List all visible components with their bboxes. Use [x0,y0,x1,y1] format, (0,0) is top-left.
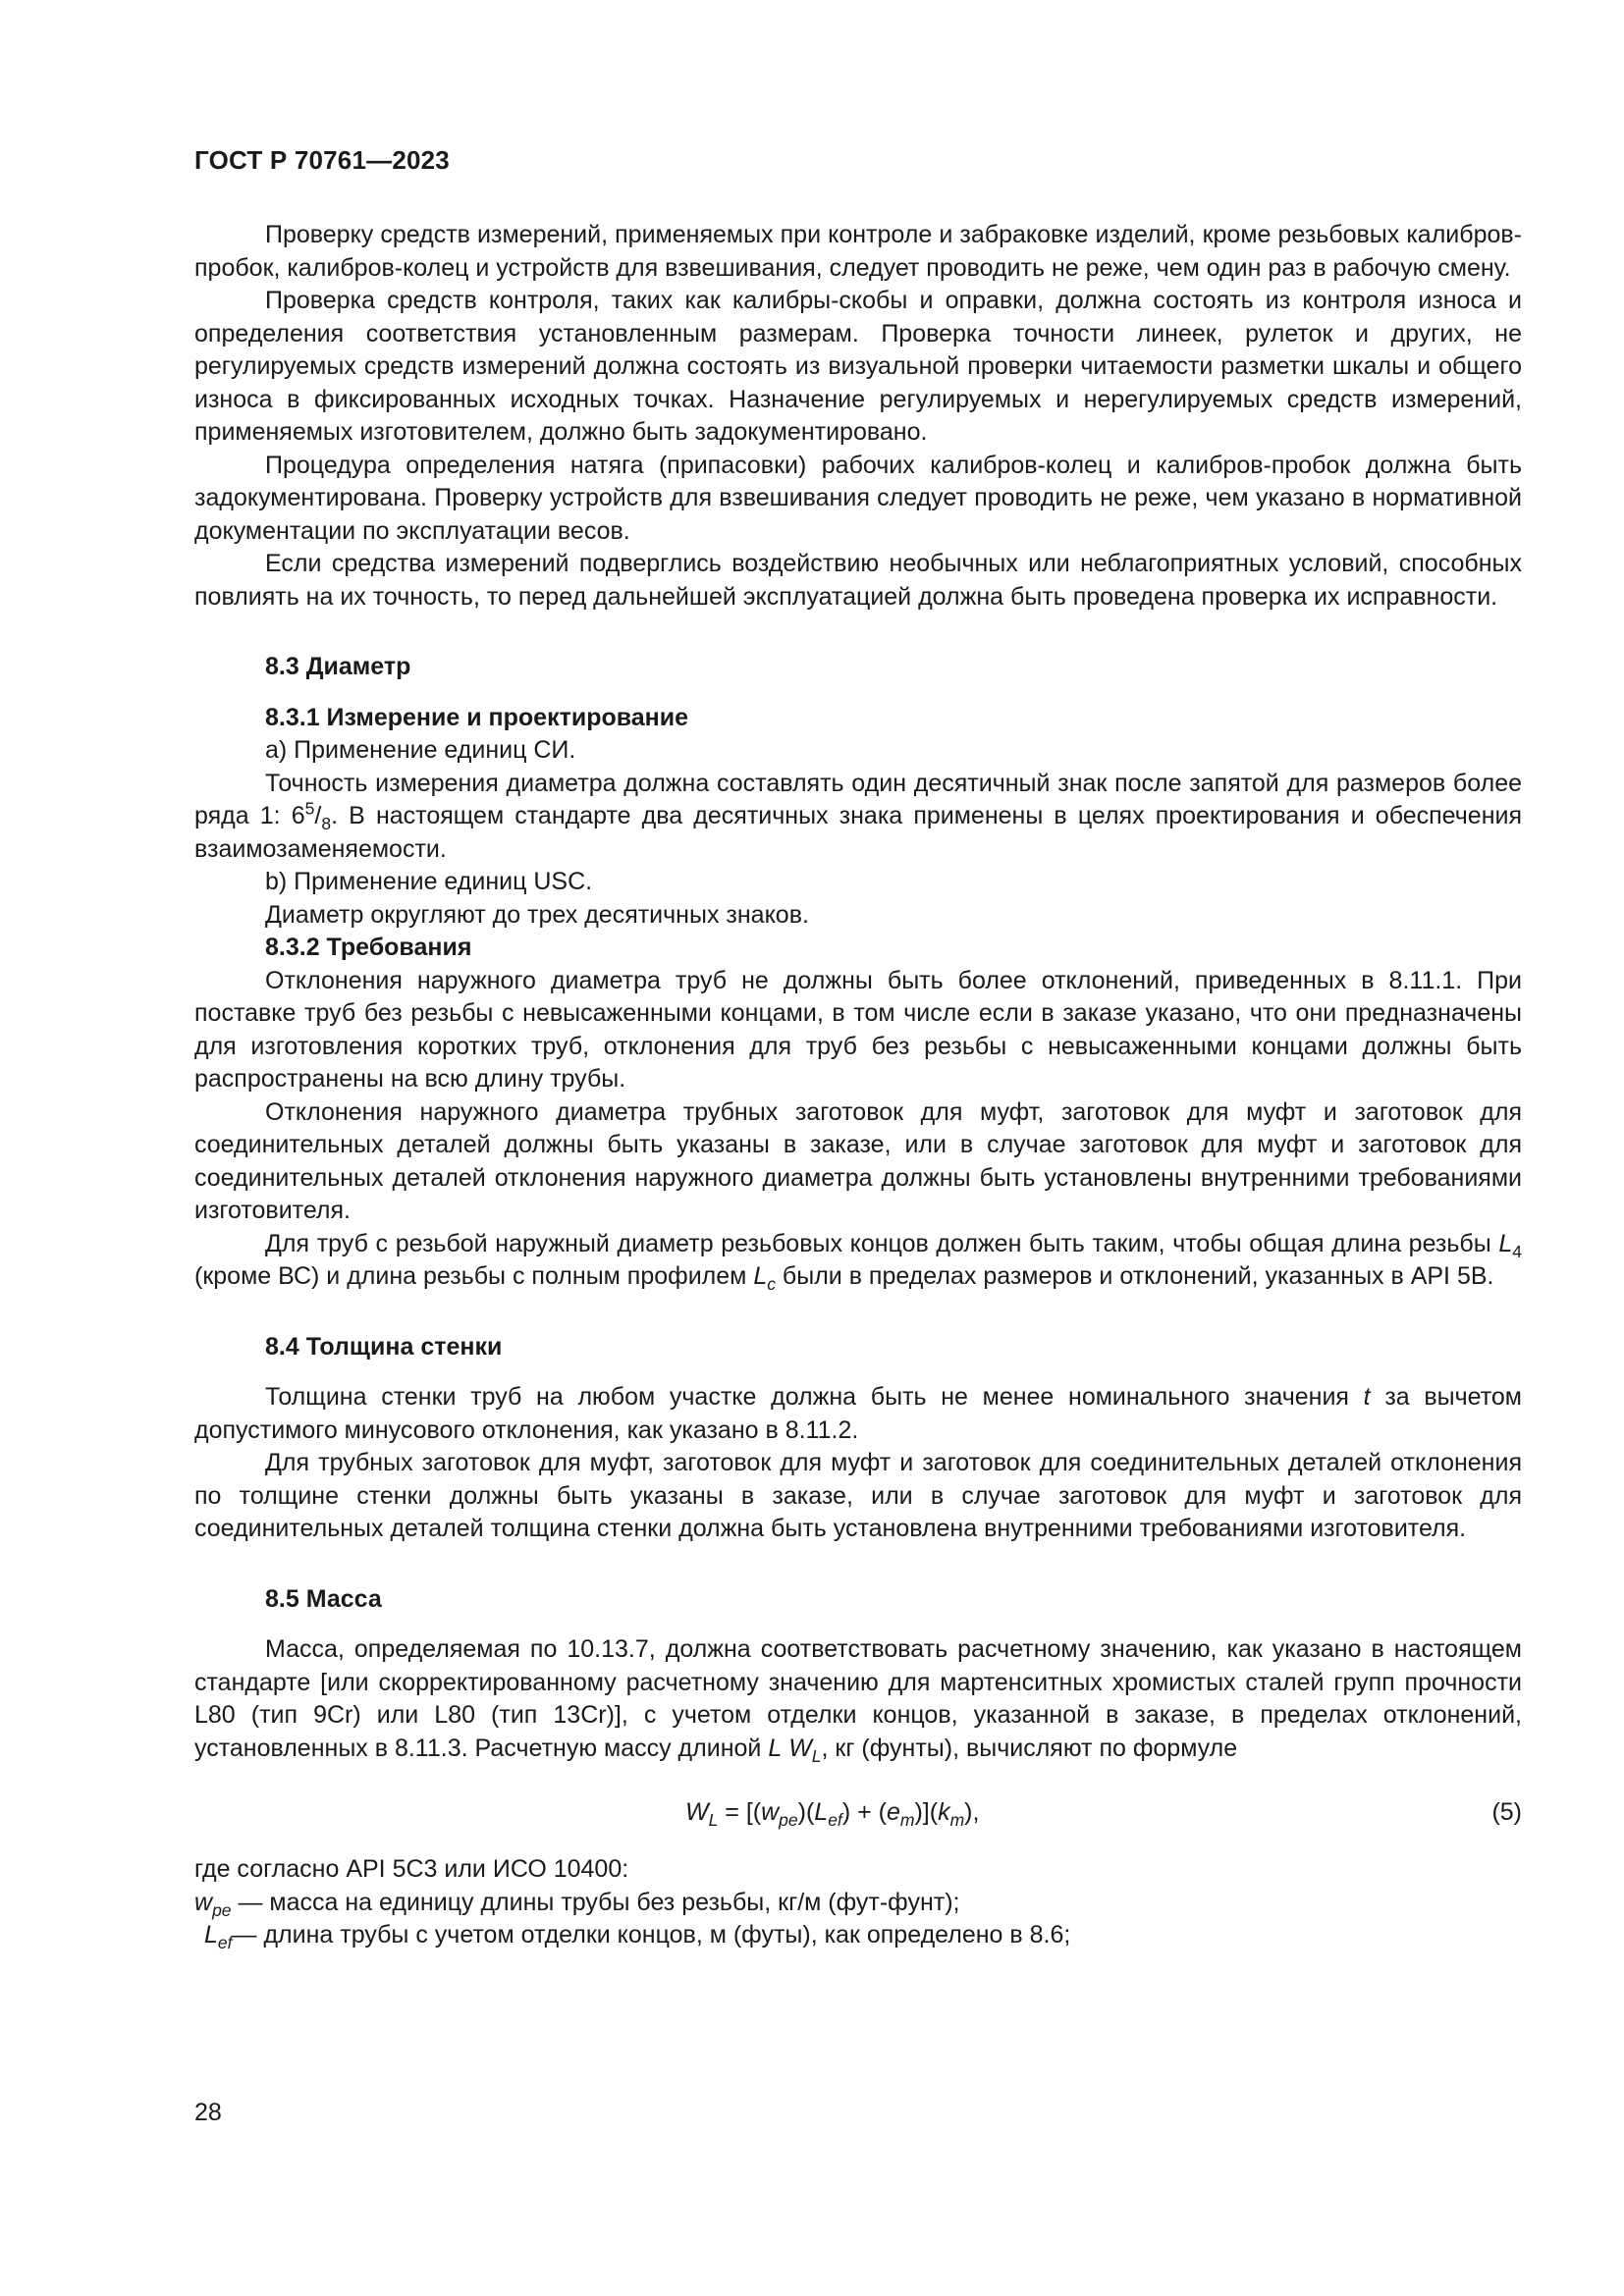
document-page [194,145,1522,1952]
paragraph: Процедура определения натяга (припасовки) рабочих калибров-колец и калибров-пробок должна быть задокументирована. Проверку устройств для взвешивания следует проводить не реже, чем указано в нормативной документации по эксплуатации весов. [194,451,1522,545]
list-item-a: a) Применение единиц СИ. [265,736,576,764]
document-code: ГОСТ Р 70761—2023 [194,145,450,175]
page-number: 28 [194,2099,222,2126]
paragraph: Если средства измерений подверглись воздействию необычных или неблагоприятных условий, способных повлиять на их точность, то перед дальнейшей эксплуатацией должна быть проведена проверка их исправности. [194,550,1522,611]
paragraph: Отклонения наружного диаметра труб не должны быть более отклонений, приведенных в 8.11.1. При поставке труб без резьбы с невысаженными концами, в том числе если в заказе указано, что они предназначены для изготовления коротких труб, отклонения для труб без резьбы с невысаженными концами должны быть распространены на всю длину трубы. [194,966,1522,1093]
subsection-heading-8-3-1: 8.3.1 Измерение и проектирование [265,703,689,731]
paragraph: Для труб с резьбой наружный диаметр резьбовых концов должен быть таким, чтобы общая длина резьбы $L_4$ (кроме ВС) и длина резьбы с полным профилем $L_c$ были в пределах размеров и отклонений, указанных в API 5B. [194,1229,1522,1295]
section-heading-8-5: 8.5 Масса [265,1584,382,1613]
section-heading-8-4: 8.4 Толщина стенки [265,1332,503,1361]
paragraph: Для трубных заготовок для муфт, заготовок для муфт и заготовок для соединительных деталей отклонения по толщине стенки должны быть указаны в заказе, или в случае заготовок для муфт и заготовок для соединительных деталей толщина стенки должна быть установлена внутренними требованиями изготовителя. [194,1449,1522,1542]
subsection-heading-8-3-2: 8.3.2 Требования [265,934,472,961]
legend-item: $w_{pe}$ — масса на единицу длины трубы без резьбы, кг/м (фут-фунт); [194,1888,960,1920]
formula: $W_L = [(w_{pe})(L_{ef}) + (e_m)](k_m)$, [685,1798,980,1831]
paragraph: Точность измерения диаметра должна составлять один десятичный знак после запятой для размеров более ряда 1: $6^5/_8$. В настоящем стандарте два десятичных знака применены в целях проектирования и обеспечения взаимозаменяемости. [194,769,1522,863]
paragraph: Масса, определяемая по 10.13.7, должна соответствовать расчетному значению, как указано в настоящем стандарте [или скорректированному расчетному значению для мартенситных хромистых сталей групп прочности L80 (тип 9Cr) или L80 (тип 13Cr)], с учетом отделки концов, указанной в заказе, в пределах отклонений, установленных в 8.11.3. Расчетную массу длиной L $W_L$, кг (фунты), вычисляют по формуле [194,1635,1522,1766]
legend-intro: где согласно API 5C3 или ИСО 10400: [194,1855,629,1883]
list-item-b: b) Применение единиц USC. [265,868,593,895]
formula-number: (5) [1491,1798,1522,1826]
paragraph: Толщина стенки труб на любом участке должна быть не менее номинального значения t за вычетом допустимого минусового отклонения, как указано в 8.11.2. [194,1383,1522,1444]
section-heading-8-3: 8.3 Диаметр [265,653,411,680]
paragraph: Отклонения наружного диаметра трубных заготовок для муфт, заготовок для муфт и заготовок для соединительных деталей должны быть указаны в заказе, или в случае заготовок для муфт и заготовок для соединительных деталей отклонения наружного диаметра должны быть установлены внутренними требованиями изготовителя. [194,1097,1522,1224]
legend-item: $L_{ef}—$ длина трубы с учетом отделки концов, м (футы), как определено в 8.6; [204,1921,1071,1953]
paragraph: Проверку средств измерений, применяемых при контроле и забраковке изделий, кроме резьбовых калибров-пробок, калибров-колец и устройств для взвешивания, следует проводить не реже, чем один раз в рабочую смену. [194,221,1522,282]
formula-row [194,1790,1522,1834]
paragraph: Проверка средств контроля, таких как калибры-скобы и оправки, должна состоять из контроля износа и определения соответствия установленным размерам. Проверка точности линеек, рулеток и других, не регулируемых средств измерений должна состоять из визуальной проверки читаемости разметки шкалы и общего износа в фиксированных исходных точках. Назначение регулируемых и нерегулируемых средств измерений, применяемых изготовителем, должно быть задокументировано. [194,287,1522,446]
paragraph: Диаметр округляют до трех десятичных знаков. [265,900,809,929]
